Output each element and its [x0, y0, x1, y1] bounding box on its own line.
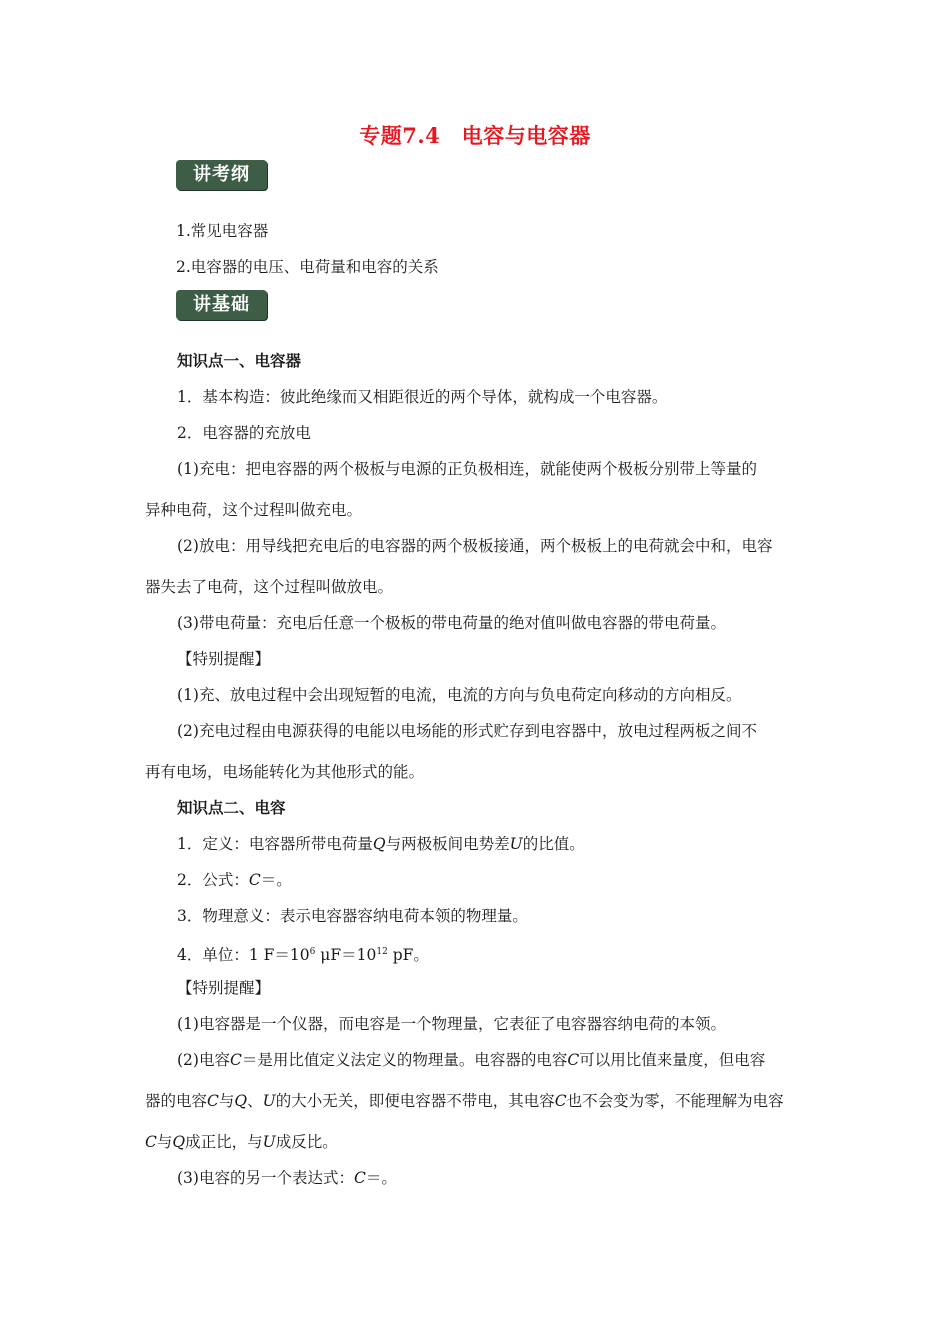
outline-item-1: 1.常见电容器: [176, 222, 269, 240]
paragraph: (2)电容C＝是用比值定义法定义的物理量。电容器的电容C可以用比值来量度，但电容: [177, 1051, 766, 1069]
remind-label: 【特别提醒】: [177, 650, 271, 668]
remind-label: 【特别提醒】: [177, 979, 271, 997]
paragraph: 3．物理意义：表示电容器容纳电荷本领的物理量。: [177, 907, 528, 925]
paragraph: 异种电荷，这个过程叫做充电。: [145, 501, 363, 519]
page-title: 专题7.4 电容与电容器: [359, 123, 591, 148]
paragraph: (2)放电：用导线把充电后的电容器的两个极板接通，两个极板上的电荷就会中和，电容: [177, 537, 773, 555]
paragraph: (1)充电：把电容器的两个极板与电源的正负极相连，就能使两个极板分别带上等量的: [177, 460, 757, 478]
paragraph: (3)带电荷量：充电后任意一个极板的带电荷量的绝对值叫做电容器的带电荷量。: [177, 614, 726, 632]
paragraph: (1)充、放电过程中会出现短暂的电流，电流的方向与负电荷定向移动的方向相反。: [177, 686, 742, 704]
basics-badge: 讲基础: [176, 290, 267, 320]
formula-line: 2．公式：C＝。: [177, 871, 292, 889]
section-heading-capacitance: 知识点二、电容: [177, 798, 286, 817]
paragraph: (3)电容的另一个表达式：C＝。: [177, 1169, 397, 1187]
paragraph: (2)充电过程由电源获得的电能以电场能的形式贮存到电容器中，放电过程两板之间不: [177, 722, 757, 740]
paragraph: 1．基本构造：彼此绝缘而又相距很近的两个导体，就构成一个电容器。: [177, 388, 668, 406]
paragraph: C与Q成正比，与U成反比。: [145, 1133, 338, 1151]
unit-line: 4．单位：1 $F=10^6$ $\mu F=10^{12}$ pF。: [177, 946, 429, 964]
paragraph: 2．电容器的充放电: [177, 424, 311, 442]
section-heading-capacitor: 知识点一、电容器: [177, 351, 302, 370]
outline-item-2: 2.电容器的电压、电荷量和电容的关系: [176, 258, 439, 276]
paragraph: 再有电场，电场能转化为其他形式的能。: [145, 763, 425, 781]
paragraph: 器失去了电荷，这个过程叫做放电。: [145, 578, 394, 596]
definition-line: 1．定义：电容器所带电荷量Q与两极板间电势差U的比值。: [177, 835, 585, 853]
outline-badge: 讲考纲: [176, 160, 267, 190]
paragraph: (1)电容器是一个仪器，而电容是一个物理量，它表征了电容器容纳电荷的本领。: [177, 1015, 726, 1033]
paragraph: 器的电容C与Q、U的大小无关，即便电容器不带电，其电容C也不会变为零，不能理解为电容: [145, 1092, 784, 1110]
